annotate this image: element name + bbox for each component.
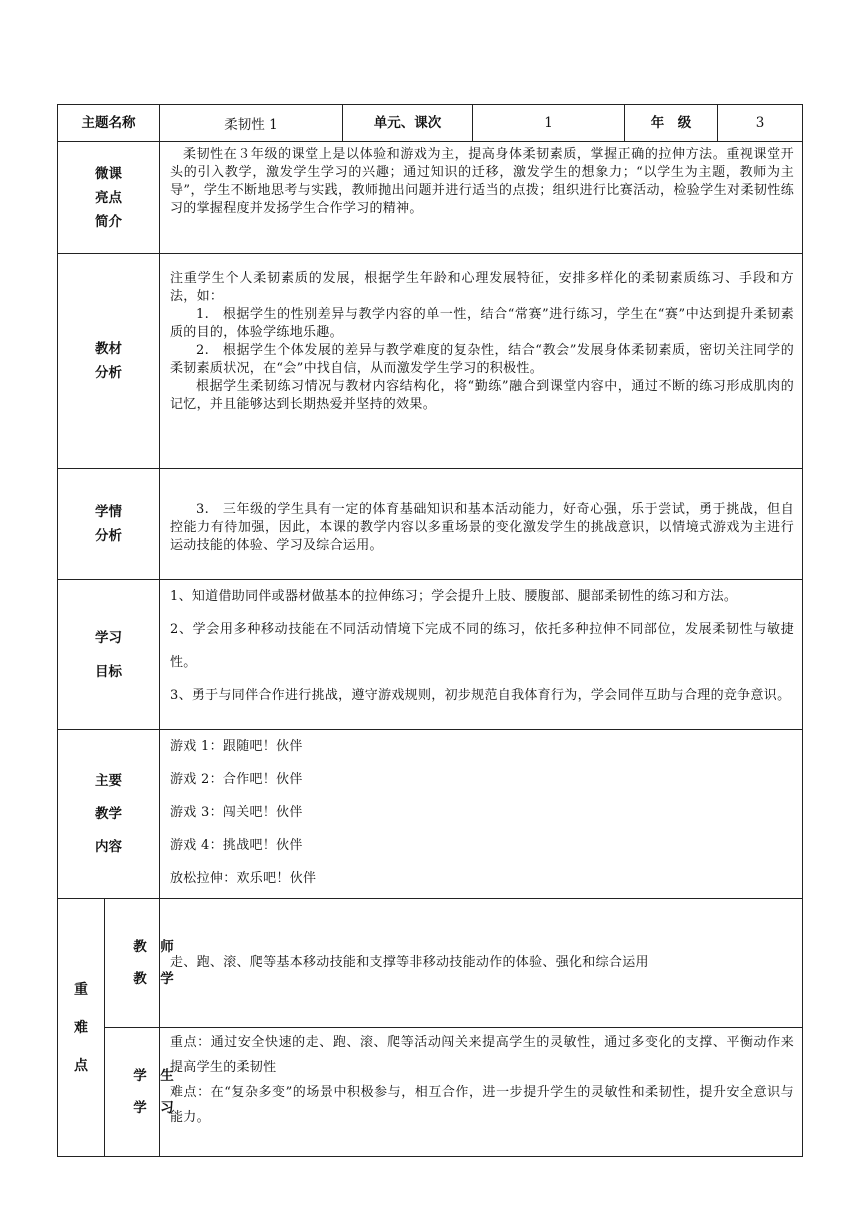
key-points-label-char: 重: [74, 981, 88, 998]
unit-value: 1: [473, 105, 625, 142]
goals-label-line: 学习: [95, 629, 122, 646]
content-item: 游戏 1：跟随吧！伙伴: [170, 739, 303, 754]
unit-label: 单元、课次: [343, 105, 473, 142]
key-points-label-char: 点: [74, 1057, 88, 1074]
highlights-label-line: 亮点: [95, 189, 122, 206]
student-label-line: 学 习: [133, 1100, 174, 1116]
key-points-label: [58, 899, 105, 1157]
goals-row: [58, 580, 803, 730]
student-difficulty: 难点：在“复杂多变”的场景中积极参与，相互合作，进一步提升学生的灵敏性和柔韧性，提升安全意识与能力。: [170, 1085, 794, 1125]
goals-label-line: 目标: [95, 663, 122, 680]
grade-value: 3: [718, 105, 803, 142]
student-label-line: 学 生: [133, 1068, 174, 1084]
goals-text-cell: [160, 580, 803, 730]
teacher-text: 走、跑、滚、爬等基本移动技能和支撑等非移动技能动作的体验、强化和综合运用: [170, 955, 649, 970]
content-item: 放松拉伸：欢乐吧！伙伴: [170, 871, 317, 886]
content-item: 游戏 3：闯关吧！伙伴: [170, 805, 303, 820]
teacher-label-line: 教 学: [133, 971, 174, 987]
key-points-label-char: 难: [74, 1019, 88, 1036]
learners-label: [58, 469, 160, 580]
content-label: [58, 730, 160, 899]
materials-label-line: 教材: [95, 341, 122, 357]
learners-label-line: 学情: [95, 504, 122, 520]
learners-text-cell: [160, 469, 803, 580]
teacher-label-line: 教 师: [133, 939, 174, 955]
learners-text: 3. 三年级的学生具有一定的体育基础知识和基本活动能力，好奇心强，乐于尝试，勇于挑战，但自控能力有待加强，因此，本课的教学内容以多重场景的变化激发学生的挑战意识，以情境式游戏为主进行运动技能的体验、学习及综合运用。: [170, 502, 794, 553]
highlights-label: [58, 142, 160, 254]
key-points-teacher-row: [58, 899, 803, 1028]
goal-item: 3、勇于与同伴合作进行挑战，遵守游戏规则，初步规范自我体育行为，学会同伴互助与合理的竞争意识。: [170, 688, 791, 703]
content-row: [58, 730, 803, 899]
content-label-line: 主要: [95, 772, 122, 789]
materials-paragraph: 1. 根据学生的性别差异与教学内容的单一性，结合“常赛”进行练习，学生在“赛”中达到提升柔韧素质的目的，体验学练地乐趣。: [170, 307, 794, 340]
goal-item: 1、知道借助同伴或器材做基本的拉伸练习；学会提升上肢、腰腹部、腿部柔韧性的练习和方法。: [170, 589, 738, 604]
student-text-cell: [160, 1028, 803, 1157]
content-item: 游戏 4：挑战吧！伙伴: [170, 838, 303, 853]
materials-paragraph: 注重学生个人柔韧素质的发展，根据学生年龄和心理发展特征，安排多样化的柔韧素质练习、手段和方法，如：: [170, 271, 794, 304]
learners-row: [58, 469, 803, 580]
materials-label-line: 分析: [95, 365, 122, 381]
teacher-label: [105, 899, 174, 1028]
lesson-plan-table: [57, 104, 803, 1157]
materials-row: [58, 254, 803, 469]
materials-label: [58, 254, 160, 469]
key-points-student-row: [58, 1028, 803, 1157]
goal-item: 2、学会用多种移动技能在不同活动情境下完成不同的练习，依托多种拉伸不同部位，发展柔韧性与敏捷性。: [170, 622, 794, 670]
student-label: [105, 1028, 174, 1157]
content-label-line: 教学: [95, 805, 122, 822]
teacher-text-cell: [160, 899, 803, 1028]
content-text-cell: [160, 730, 803, 899]
highlights-text: 柔韧性在３年级的课堂上是以体验和游戏为主，提高身体柔韧素质，掌握正确的拉伸方法。重视课堂开头的引入教学，激发学生学习的兴趣；通过知识的迁移，激发学生的想象力；“以学生为主题，教师为主导”，学生不断地思考与实践，教师抛出问题并进行适当的点拨；组织进行比赛活动，检验学生对柔韧性练习的掌握程度并发扬学生合作学习的精神。: [170, 147, 794, 216]
highlights-label-line: 简介: [95, 213, 122, 230]
highlights-row: [58, 142, 803, 254]
content-label-line: 内容: [95, 838, 122, 855]
topic-value: 柔韧性 1: [160, 105, 343, 142]
student-key-point: 重点：通过安全快速的走、跑、滚、爬等活动闯关来提高学生的灵敏性，通过多变化的支撑、平衡动作来提高学生的柔韧性: [170, 1035, 794, 1075]
grade-label: 年 级: [625, 105, 718, 142]
header-row: [58, 105, 803, 142]
learners-label-line: 分析: [95, 528, 122, 544]
goals-label: [58, 580, 160, 730]
materials-paragraph: 根据学生柔韧练习情况与教材内容结构化，将“勤练”融合到课堂内容中，通过不断的练习形成肌肉的记忆，并且能够达到长期热爱并坚持的效果。: [170, 379, 794, 412]
materials-paragraph: 2. 根据学生个体发展的差异与教学难度的复杂性，结合“教会”发展身体柔韧素质，密切关注同学的柔韧素质状况，在“会”中找自信，从而激发学生学习的积极性。: [170, 343, 794, 376]
highlights-text-cell: [160, 142, 803, 254]
topic-label: 主题名称: [58, 105, 160, 142]
materials-text-cell: [160, 254, 803, 469]
highlights-label-line: 微课: [95, 165, 122, 182]
content-item: 游戏 2：合作吧！伙伴: [170, 772, 303, 787]
